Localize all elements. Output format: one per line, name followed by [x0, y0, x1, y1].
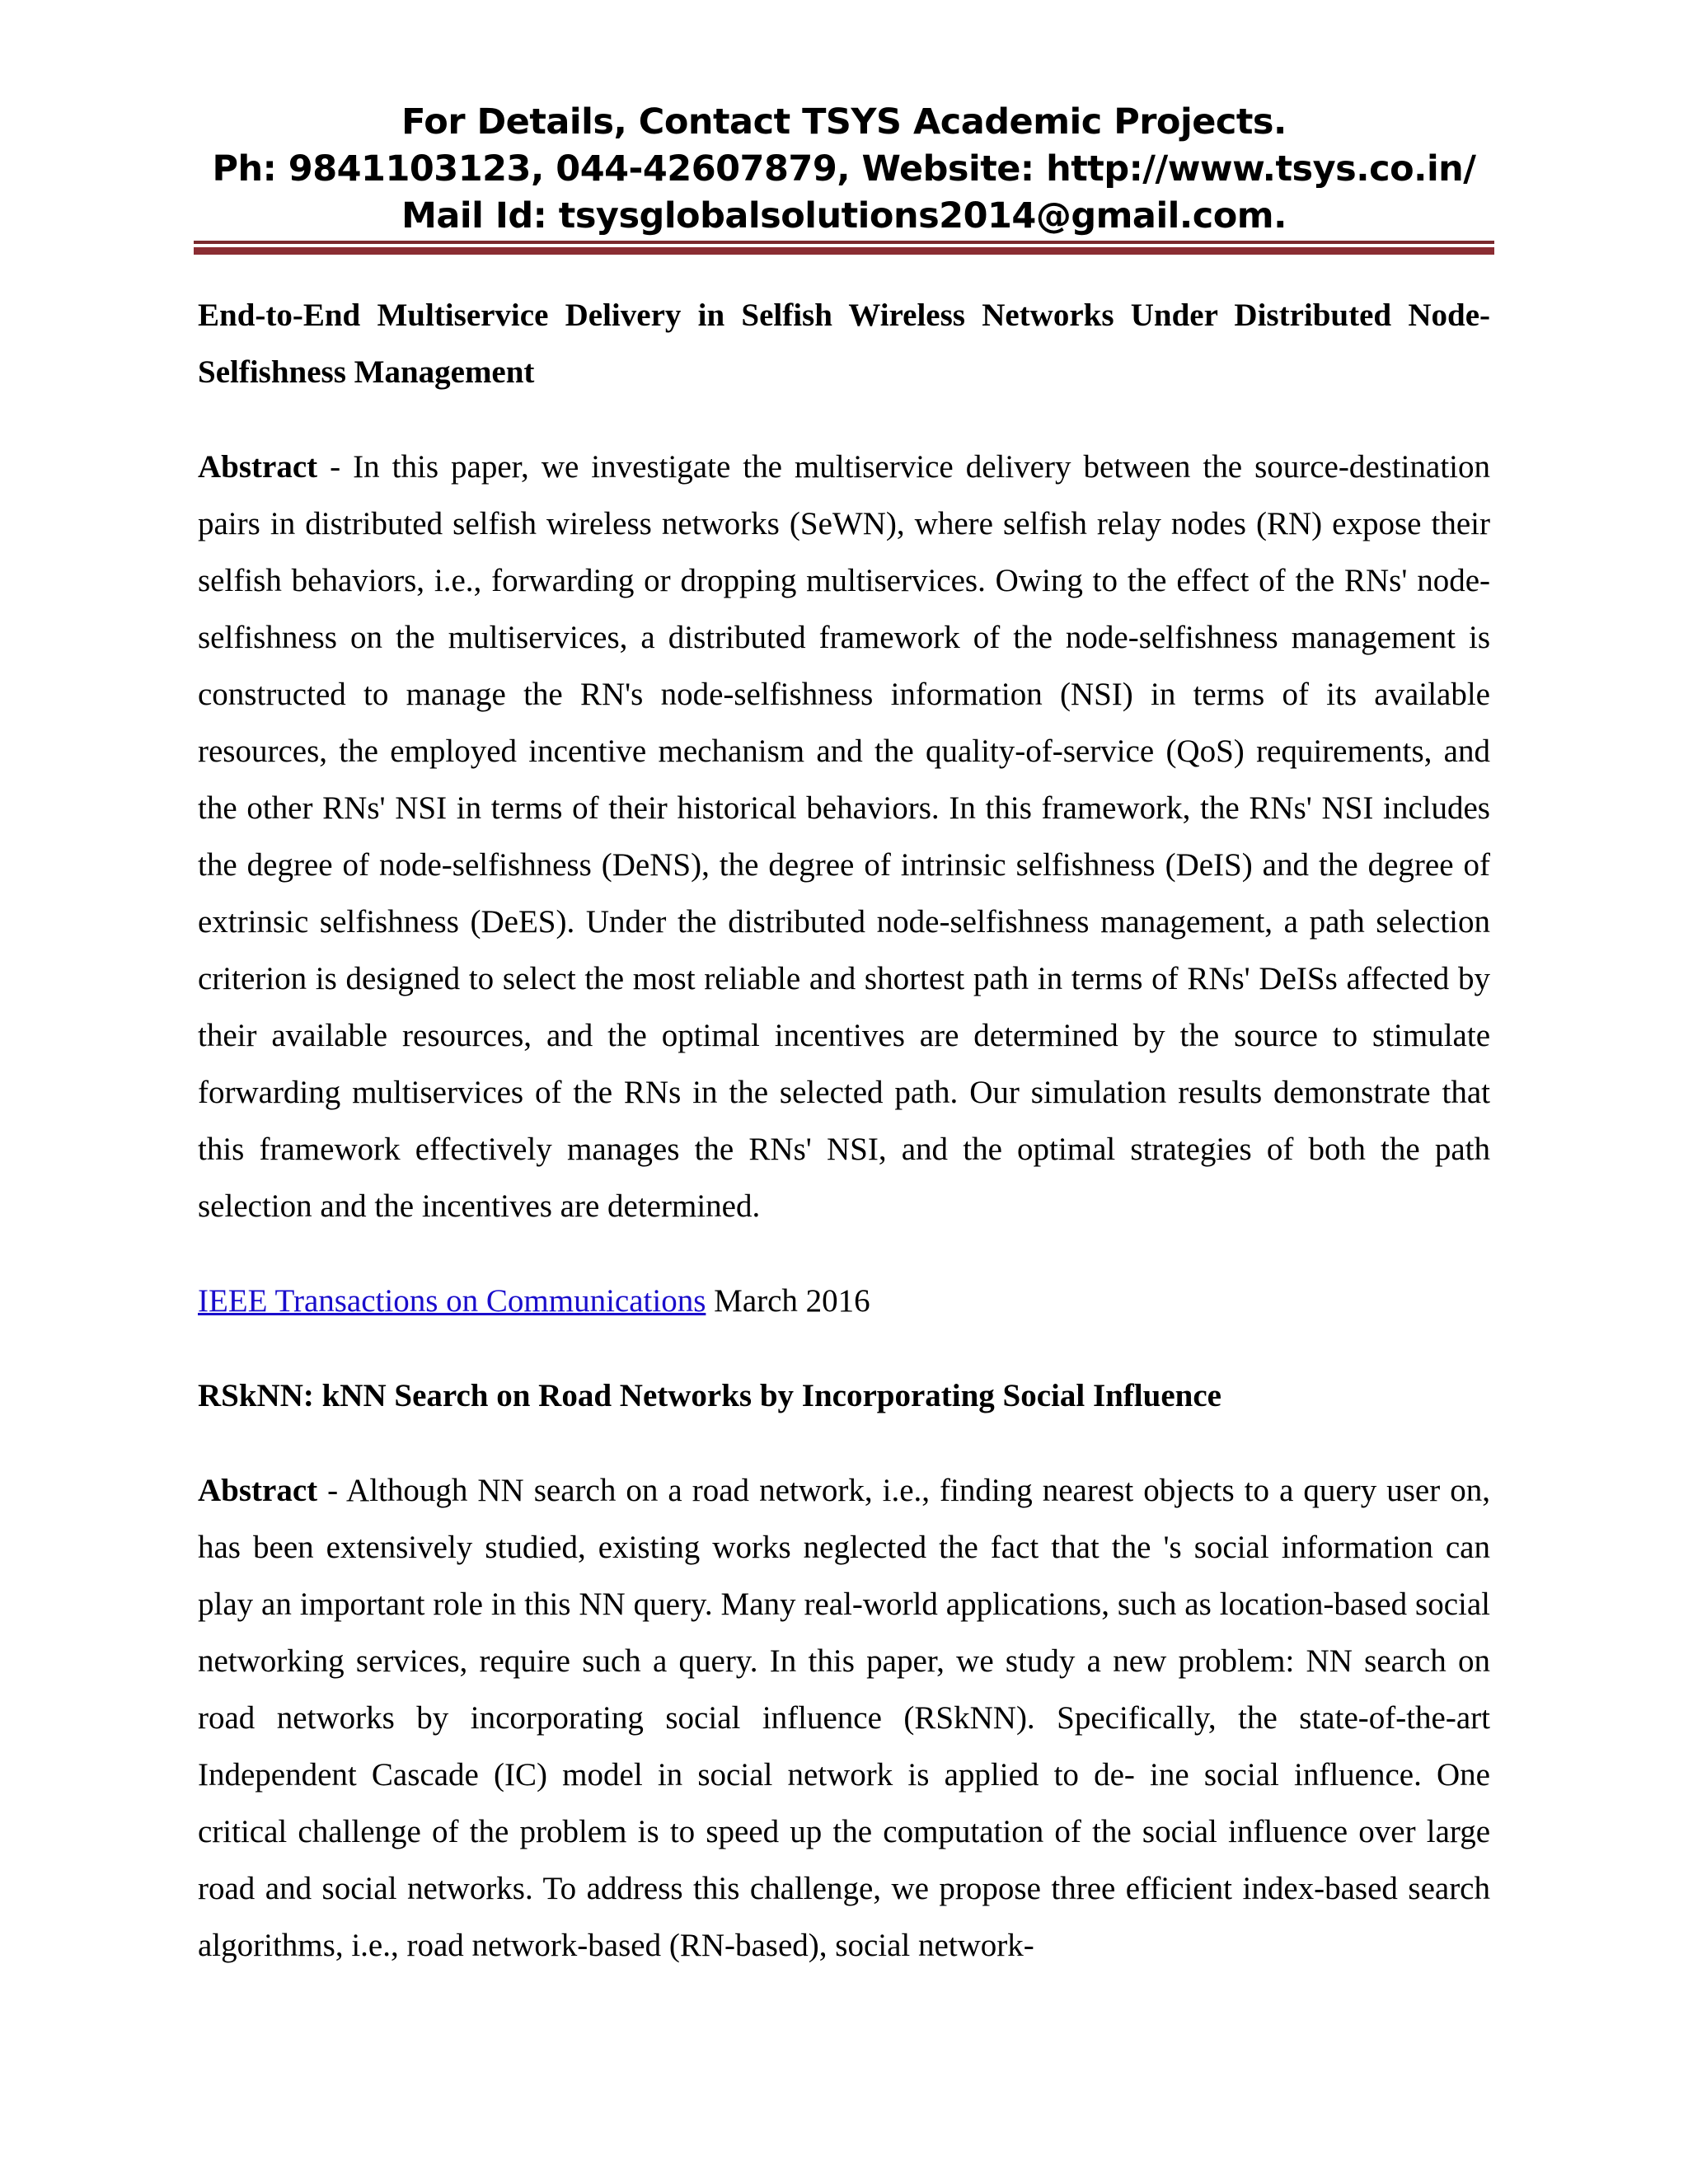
- spacer: [198, 1424, 1490, 1462]
- abstract-label: Abstract: [198, 1473, 318, 1508]
- spacer: [198, 1329, 1490, 1367]
- journal-citation: [198, 1272, 1490, 1329]
- abstract-separator: -: [317, 449, 354, 485]
- header-phone-website-line: Ph: 9841103123, 044-42607879, Website: http://www.tsys.co.in/: [212, 148, 1476, 190]
- header-divider-thick: [194, 247, 1494, 255]
- spacer: [198, 401, 1490, 438]
- spacer: [198, 1235, 1490, 1272]
- header-contact-line: For Details, Contact TSYS Academic Projects.: [401, 101, 1287, 143]
- header-divider-thin: [194, 241, 1494, 244]
- paper-abstract: [198, 1462, 1490, 1974]
- header-email-line: Mail Id: tsysglobalsolutions2014@gmail.com.: [401, 195, 1287, 237]
- abstract-label: Abstract: [198, 449, 318, 485]
- page-header: [0, 99, 1688, 240]
- abstract-separator: -: [317, 1473, 347, 1508]
- paper-title: End-to-End Multiservice Delivery in Selfish Wireless Networks Under Distributed Node-Selfishness Management: [198, 298, 1490, 390]
- document-body: [198, 287, 1490, 1974]
- paper-abstract: [198, 438, 1490, 1235]
- paper-title: RSkNN: kNN Search on Road Networks by Incorporating Social Influence: [198, 1378, 1221, 1413]
- publication-date: March 2016: [714, 1283, 870, 1319]
- journal-link[interactable]: IEEE Transactions on Communications: [198, 1283, 706, 1319]
- abstract-text: In this paper, we investigate the multiservice delivery between the source-destination pairs in distributed selfish wireless networks (SeWN), where selfish relay nodes (RN) expose their selfish behaviors, i.e., forwarding or dropping multiservices. Owing to the effect of the RNs' node-selfishness on the multiservices, a distributed framework of the node-selfishness management is constructed to manage the RN's node-selfishness information (NSI) in terms of its available resources, the employed incentive mechanism and the quality-of-service (QoS) requirements, and the other RNs' NSI in terms of their historical behaviors. In this framework, the RNs' NSI includes the degree of node-selfishness (DeNS), the degree of intrinsic selfishness (DeIS) and the degree of extrinsic selfishness (DeES). Under the distributed node-selfishness management, a path selection criterion is designed to select the most reliable and shortest path in terms of RNs' DeISs affected by their available resources, and the optimal incentives are determined by the source to stimulate forwarding multiservices of the RNs in the selected path. Our simulation results demonstrate that this framework effectively manages the RNs' NSI, and the optimal strategies of both the path selection and the incentives are determined.: [198, 449, 1490, 1224]
- abstract-text: Although NN search on a road network, i.e., finding nearest objects to a query user on, has been extensively studied, existing works neglected the fact that the 's social information can play an important role in this NN query. Many real-world applications, such as location-based social networking services, require such a query. In this paper, we study a new problem: NN search on road networks by incorporating social influence (RSkNN). Specifically, the state-of-the-art Independent Cascade (IC) model in social network is applied to de- ine social influence. One critical challenge of the problem is to speed up the computation of the social influence over large road and social networks. To address this challenge, we propose three efficient index-based search algorithms, i.e., road network-based (RN-based), social network-: [198, 1473, 1490, 1963]
